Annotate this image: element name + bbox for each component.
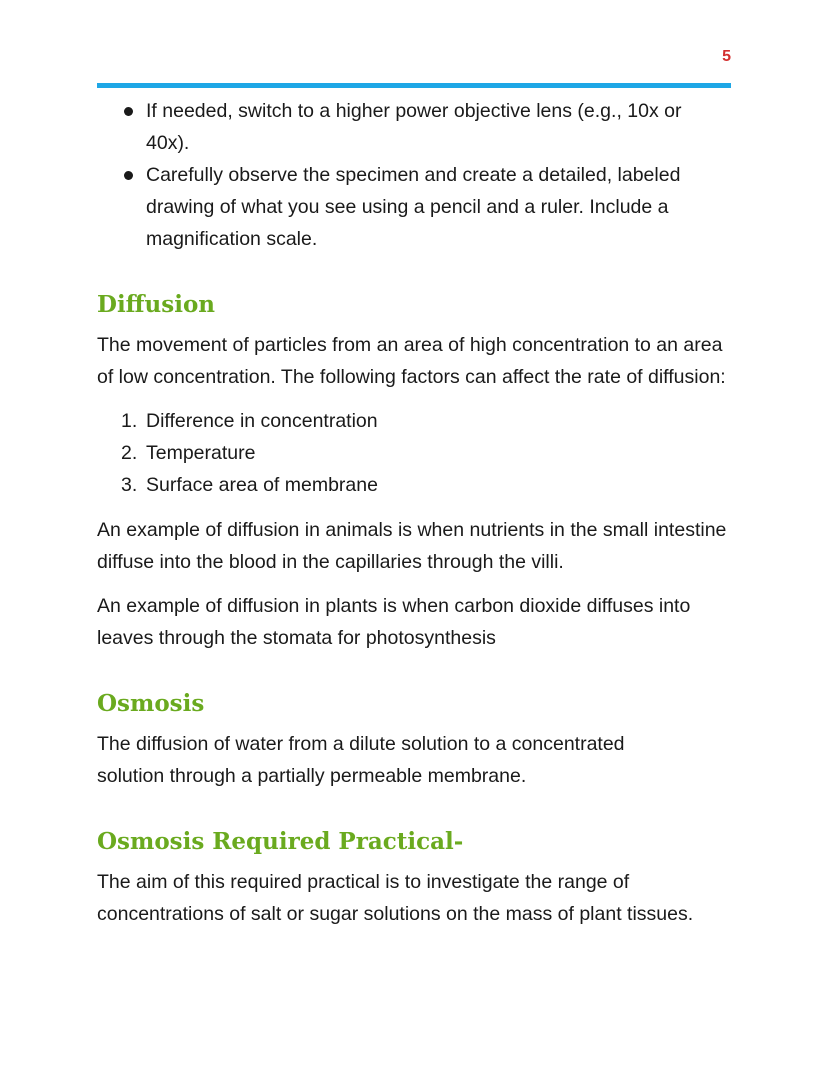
list-item [97, 95, 711, 159]
list-item [97, 437, 731, 469]
paragraph-osmosis-definition: The diffusion of water from a dilute solution to a concentrated solution through a partially permeable membrane. [97, 733, 625, 787]
list-item [97, 405, 731, 437]
list-item-text: If needed, switch to a higher power objective lens (e.g., 10x or 40x). [146, 100, 682, 154]
section-heading-osmosis: Osmosis [97, 690, 205, 717]
header-rule [97, 83, 731, 88]
list-item-text: Carefully observe the specimen and create a detailed, labeled drawing of what you see using a pencil and a ruler. Include a magnification scale. [146, 164, 681, 250]
paragraph-diffusion-animals: An example of diffusion in animals is when nutrients in the small intestine diffuse into the blood in the capillaries through the villi. [97, 519, 727, 573]
bullet-list [97, 95, 731, 255]
list-item [97, 469, 731, 501]
list-number: 3. [121, 474, 138, 496]
page-number: 5 [722, 48, 731, 65]
section-heading-diffusion: Diffusion [97, 291, 216, 318]
list-item-text: Temperature [146, 442, 256, 464]
paragraph-diffusion-plants: An example of diffusion in plants is when carbon dioxide diffuses into leaves through the stomata for photosynthesis [97, 595, 691, 649]
paragraph-practical-aim: The aim of this required practical is to investigate the range of concentrations of salt or sugar solutions on the mass of plant tissues. [97, 871, 694, 925]
list-number: 2. [121, 442, 138, 464]
list-item-text: Difference in concentration [146, 410, 378, 432]
document-body [97, 95, 731, 930]
numbered-list [97, 405, 731, 501]
paragraph-diffusion-intro: The movement of particles from an area of high concentration to an area of low concentration. The following factors can affect the rate of diffusion: [97, 334, 726, 388]
list-number: 1. [121, 410, 138, 432]
bullet-icon [124, 107, 133, 116]
list-item-text: Surface area of membrane [146, 474, 378, 496]
section-heading-osmosis-practical: Osmosis Required Practical- [97, 828, 464, 855]
list-item [97, 159, 711, 255]
bullet-icon [124, 171, 133, 180]
